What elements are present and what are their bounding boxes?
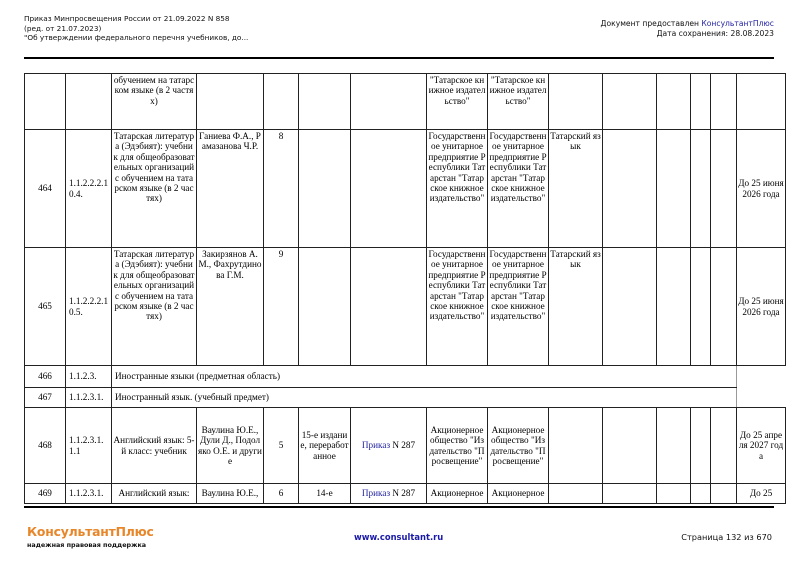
authors: Ваулина Ю.Е., [197, 484, 264, 504]
cell-12 [657, 408, 691, 484]
document-header-right [601, 19, 774, 38]
edition [299, 74, 351, 130]
textbook-table [24, 73, 786, 504]
edition [299, 248, 351, 366]
header-order-title: Приказ Минпросвещения России от 21.09.2022 N 858 [24, 14, 230, 23]
provider-brand-link[interactable]: КонсультантПлюс [701, 19, 774, 28]
order [351, 74, 427, 130]
textbook-title: Английский язык: 5-й класс: учебник [112, 408, 197, 484]
table-row [25, 248, 786, 366]
language: Татарский язык [549, 130, 603, 248]
cell-12 [657, 74, 691, 130]
authors: Ваулина Ю.Е., Дули Д., Подоляко О.Е. и другие [197, 408, 264, 484]
publisher-2: "Татарское книжное издательство" [488, 74, 549, 130]
cell-12 [657, 484, 691, 504]
header-revision: (ред. от 21.07.2023) [24, 23, 102, 33]
publisher: Государственное унитарное предприятие Республики Татарстан "Татарское книжное издательство" [427, 130, 488, 248]
textbook-title: Татарская литература (Эдэбият): учебник для общеобразовательных организаций с обучением на татарском языке (в 2 частях) [112, 248, 197, 366]
grade: 5 [264, 408, 299, 484]
row-code: 1.1.2.3.1.1.1 [66, 408, 112, 484]
cell-11 [603, 248, 657, 366]
cell-13 [691, 408, 711, 484]
row-number: 468 [25, 408, 66, 484]
language [549, 484, 603, 504]
deadline: До 25 апреля 2027 года [737, 408, 786, 484]
language [549, 408, 603, 484]
grade: 8 [264, 130, 299, 248]
publisher-2: Акционерное общество "Издательство "Просвещение" [488, 408, 549, 484]
row-code: 1.1.2.2.2.10.4. [66, 130, 112, 248]
footer-tagline: надежная правовая поддержка [27, 541, 147, 549]
row-number: 465 [25, 248, 66, 366]
row-number: 469 [25, 484, 66, 504]
publisher-2: Акционерное [488, 484, 549, 504]
empty-cell [737, 388, 786, 408]
row-number: 466 [25, 366, 66, 388]
publisher: Государственное унитарное предприятие Республики Татарстан "Татарское книжное издательство" [427, 248, 488, 366]
deadline: До 25 июня 2026 года [737, 130, 786, 248]
footer-website-link[interactable]: www.consultant.ru [354, 532, 444, 542]
edition: 15-е издание, переработанное [299, 408, 351, 484]
page-counter: Страница 132 из 670 [681, 532, 772, 542]
row-code: 1.1.2.3.1. [66, 484, 112, 504]
publisher: "Татарское книжное издательство" [427, 74, 488, 130]
section-row [25, 388, 786, 408]
cell-14 [711, 484, 737, 504]
deadline [737, 74, 786, 130]
footer-brand-logo: КонсультантПлюс [27, 524, 154, 539]
header-subject: "Об утверждении федерального перечня учебников, до... [24, 33, 249, 43]
cell-13 [691, 484, 711, 504]
authors: Ганиева Ф.А., Рамазанова Ч.Р. [197, 130, 264, 248]
edition [299, 130, 351, 248]
row-code: 1.1.2.3.1. [66, 388, 112, 408]
cell-14 [711, 248, 737, 366]
cell-11 [603, 408, 657, 484]
textbook-title: обучением на татарском языке (в 2 частях) [112, 74, 197, 130]
grade [264, 74, 299, 130]
language: Татарский язык [549, 248, 603, 366]
subject-area-title: Иностранные языки (предметная область) [112, 366, 737, 388]
document-header-left [24, 14, 248, 43]
subject-title: Иностранный язык. (учебный предмет) [112, 388, 737, 408]
row-code [66, 74, 112, 130]
row-code: 1.1.2.2.2.10.5. [66, 248, 112, 366]
publisher: Акционерное [427, 484, 488, 504]
publisher-2: Государственное унитарное предприятие Республики Татарстан "Татарское книжное издательство" [488, 248, 549, 366]
authors: Закирзянов А.М., Фахрутдинова Г.М. [197, 248, 264, 366]
language [549, 74, 603, 130]
provided-by: Документ предоставлен КонсультантПлюс [600, 19, 774, 28]
cell-12 [657, 130, 691, 248]
row-number: 467 [25, 388, 66, 408]
cell-13 [691, 130, 711, 248]
cell-11 [603, 484, 657, 504]
table-row [25, 74, 786, 130]
grade: 6 [264, 484, 299, 504]
order [351, 248, 427, 366]
row-number [25, 74, 66, 130]
table-row [25, 408, 786, 484]
cell-14 [711, 408, 737, 484]
textbook-title: Английский язык: [112, 484, 197, 504]
section-row [25, 366, 786, 388]
deadline: До 25 [737, 484, 786, 504]
publisher: Акционерное общество "Издательство "Просвещение" [427, 408, 488, 484]
header-divider [24, 57, 774, 59]
cell-13 [691, 74, 711, 130]
edition: 14-е [299, 484, 351, 504]
textbook-title: Татарская литература (Эдэбият): учебник для общеобразовательных организаций с обучением на татарском языке (в 2 частях) [112, 130, 197, 248]
cell-11 [603, 130, 657, 248]
cell-11 [603, 74, 657, 130]
grade: 9 [264, 248, 299, 366]
order-link[interactable]: Приказ [361, 440, 391, 451]
authors [197, 74, 264, 130]
save-date: Дата сохранения: 28.08.2023 [656, 28, 774, 38]
cell-14 [711, 130, 737, 248]
order: Приказ N 287 [351, 408, 427, 484]
table-row [25, 484, 786, 504]
empty-cell [737, 366, 786, 388]
publisher-2: Государственное унитарное предприятие Республики Татарстан "Татарское книжное издательство" [488, 130, 549, 248]
row-number: 464 [25, 130, 66, 248]
order [351, 130, 427, 248]
deadline: До 25 июня 2026 года [737, 248, 786, 366]
cell-14 [711, 74, 737, 130]
table-row [25, 130, 786, 248]
cell-12 [657, 248, 691, 366]
order-link[interactable]: Приказ [361, 488, 391, 499]
order: Приказ N 287 [351, 484, 427, 504]
footer-divider [24, 506, 774, 508]
cell-13 [691, 248, 711, 366]
row-code: 1.1.2.3. [66, 366, 112, 388]
